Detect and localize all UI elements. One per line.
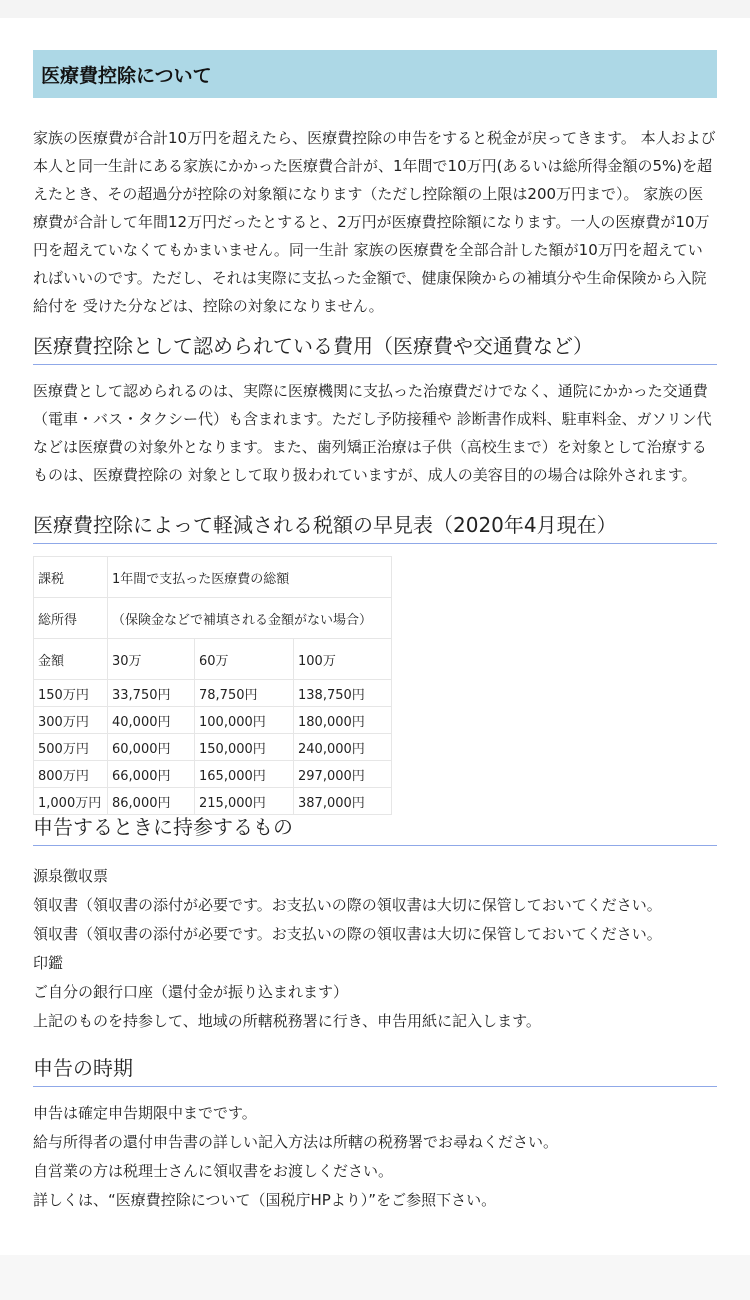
value-cell: 240,000円 <box>294 734 392 761</box>
value-cell: 180,000円 <box>294 707 392 734</box>
income-cell: 1,000万円 <box>34 788 108 815</box>
list-item: 領収書（領収書の添付が必要です。お支払いの際の領収書は大切に保管しておいてください。 <box>33 896 662 914</box>
column-header: 30万 <box>108 639 195 680</box>
value-cell: 150,000円 <box>195 734 294 761</box>
income-cell: 500万円 <box>34 734 108 761</box>
table-row <box>34 734 392 761</box>
value-cell: 33,750円 <box>108 680 195 707</box>
corner-label-2: 総所得 <box>34 598 108 639</box>
value-cell: 165,000円 <box>195 761 294 788</box>
income-cell: 800万円 <box>34 761 108 788</box>
value-cell: 100,000円 <box>195 707 294 734</box>
list-item: 給与所得者の還付申告書の詳しい記入方法は所轄の税務署でお尋ねください。 <box>33 1133 559 1151</box>
list-item: ご自分の銀行口座（還付金が振り込まれます） <box>33 983 349 1001</box>
list-item: 領収書（領収書の添付が必要です。お支払いの際の領収書は大切に保管しておいてください。 <box>33 925 662 943</box>
timing-list <box>33 1099 717 1215</box>
bring-items-list <box>33 862 717 1036</box>
corner-label-1: 課税 <box>34 557 108 598</box>
income-cell: 150万円 <box>34 680 108 707</box>
intro-paragraph: 家族の医療費が合計10万円を超えたら、医療費控除の申告をすると税金が戻ってきます。 本人および本人と同一生計にある家族にかかった医療費合計が、1年間で10万円(あるいは総所得金額の5%)を超えたとき、その超過分が控除の対象額になります（ただし控除額の上限は200万円まで）。 家族の医療費が合計して年間12万円だったとすると、2万円が医療費控除額になります。一人の医療費が10万円を超えていなくてもかまいません。同一生計 家族の医療費を全部合計した額が10万円を超えていればいいのです。ただし、それは実際に支払った金額で、健康保険からの補填分や生命保険から入院給付を 受けた分などは、控除の対象になりません。 <box>33 129 716 315</box>
bring-items-summary: 上記のものを持参して、地域の所轄税務署に行き、申告用紙に記入します。 <box>33 1012 541 1030</box>
bring-items-heading: 申告するときに持参するもの <box>33 813 717 846</box>
header-sub: （保険金などで補填される金額がない場合） <box>108 598 392 639</box>
value-cell: 387,000円 <box>294 788 392 815</box>
income-cell: 300万円 <box>34 707 108 734</box>
column-header: 100万 <box>294 639 392 680</box>
table-row <box>34 788 392 815</box>
value-cell: 215,000円 <box>195 788 294 815</box>
expenses-heading: 医療費控除として認められている費用（医療費や交通費など） <box>33 332 717 365</box>
reference-note: 詳しくは、“医療費控除について（国税庁HPより）”をご参照下さい。 <box>33 1191 497 1209</box>
tax-table-heading: 医療費控除によって軽減される税額の早見表（2020年4月現在） <box>33 511 717 544</box>
table-header-row <box>34 598 392 639</box>
tax-reduction-table <box>33 556 392 815</box>
table-header-row <box>34 557 392 598</box>
value-cell: 40,000円 <box>108 707 195 734</box>
timing-heading: 申告の時期 <box>33 1054 717 1087</box>
value-cell: 297,000円 <box>294 761 392 788</box>
value-cell: 138,750円 <box>294 680 392 707</box>
table-row <box>34 761 392 788</box>
value-cell: 78,750円 <box>195 680 294 707</box>
table-row <box>34 707 392 734</box>
page-title: 医療費控除について <box>41 64 212 87</box>
expenses-paragraph: 医療費として認められるのは、実際に医療機関に支払った治療費だけでなく、通院にかかった交通費（電車・バス・タクシー代）も含まれます。ただし予防接種や 診断書作成料、駐車料金、ガソリン代などは医療費の対象外となります。また、歯列矯正治療は子供（高校生まで）を対象として治療するものは、医療費控除の 対象として取り扱われていますが、成人の美容目的の場合は除外されます。 <box>33 382 712 484</box>
corner-label-3: 金額 <box>34 639 108 680</box>
value-cell: 60,000円 <box>108 734 195 761</box>
column-header: 60万 <box>195 639 294 680</box>
article <box>33 50 717 1215</box>
value-cell: 66,000円 <box>108 761 195 788</box>
page-title-banner <box>33 50 717 98</box>
list-item: 自営業の方は税理士さんに領収書をお渡しください。 <box>33 1162 394 1180</box>
value-cell: 86,000円 <box>108 788 195 815</box>
header-main: 1年間で支払った医療費の総額 <box>108 557 392 598</box>
table-header-row <box>34 639 392 680</box>
list-item: 申告は確定申告期限中までです。 <box>33 1104 257 1122</box>
list-item: 印鑑 <box>33 954 64 972</box>
top-band <box>0 0 750 18</box>
list-item: 源泉徴収票 <box>33 867 109 885</box>
table-row <box>34 680 392 707</box>
